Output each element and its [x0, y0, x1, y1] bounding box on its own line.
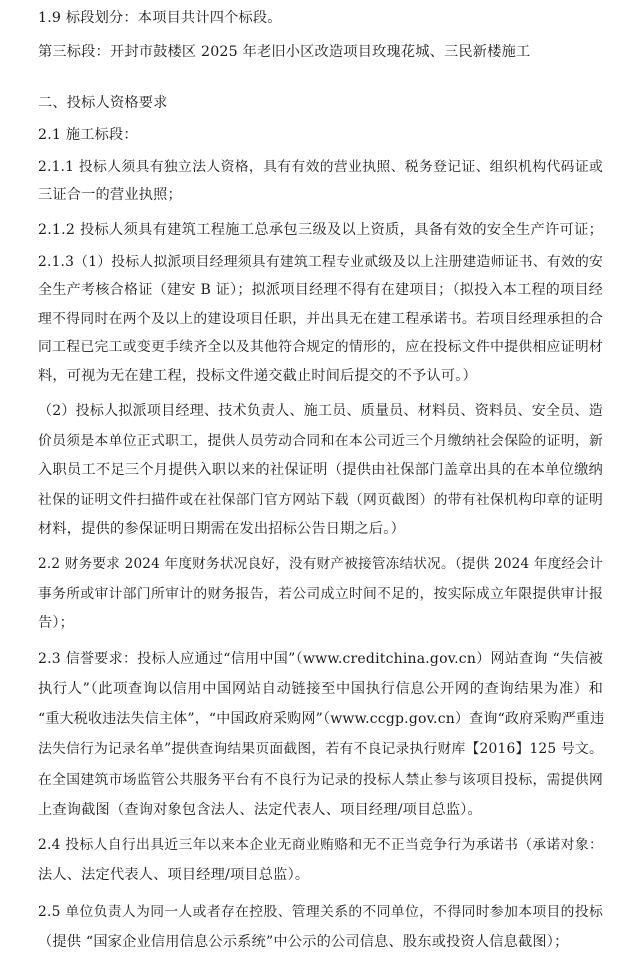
text-line-19: 事务所或审计部门所审计的财务报告，若公司成立时间不足的，按实际成立年限提供审计报: [38, 586, 603, 602]
text-line-02: 第三标段：开封市鼓楼区 2025 年老旧小区改造项目玫瑰花城、三民新楼施工: [38, 44, 531, 60]
text-line-27: 2.4 投标人自行出具近三年以来本企业无商业贿赂和无不正当竞争行为承诺书（承诺对象：: [38, 837, 603, 853]
text-line-13: （2）投标人拟派项目经理、技术负责人、施工员、质量员、材料员、资料员、安全员、造: [38, 403, 603, 419]
text-line-25: 在全国建筑市场监管公共服务平台有不良行为记录的投标人禁止参与该项目投标，需提供网: [38, 772, 603, 788]
text-line-09: 全生产考核合格证（建安 B 证）；拟派项目经理不得有在建项目；（拟投入本工程的项目经: [38, 282, 603, 298]
text-line-14: 价员须是本单位正式职工，提供人员劳动合同和在本公司近三个月缴纳社会保险的证明，新: [38, 433, 603, 449]
text-line-20: 告）；: [38, 615, 75, 631]
text-line-12: 料，可视为无在建工程，投标文件递交截止时间后提交的不予认可。）: [38, 368, 477, 384]
text-line-26: 上查询截图（查询对象包含法人、法定代表人、项目经理/项目总监）。: [38, 802, 482, 818]
text-line-03: 二、投标人资格要求: [38, 95, 168, 111]
text-line-15: 入职员工不足三个月提供入职以来的社保证明（提供由社保部门盖章出具的在本单位缴纳: [38, 462, 603, 478]
text-line-18: 2.2 财务要求 2024 年度财务状况良好，没有财产被接管冻结状况。（提供 2024 年度经会计: [38, 556, 603, 572]
text-line-07: 2.1.2 投标人须具有建筑工程施工总承包三级及以上资质，具备有效的安全生产许可证；: [38, 222, 603, 238]
text-line-05: 2.1.1 投标人须具有独立法人资格，具有有效的营业执照、税务登记证、组织机构代码证或: [38, 159, 603, 175]
text-line-23: “重大税收违法失信主体”，“中国政府采购网”（www.ccgp.gov.cn）查询“政府采购严重违: [38, 711, 605, 727]
text-line-11: 同工程已完工或变更手续齐全以及其他符合规定的情形的，应在投标文件中提供相应证明材: [38, 339, 603, 355]
text-line-21: 2.3 信誉要求：投标人应通过“信用中国”（www.creditchina.gov.cn）网站查询 “失信被: [38, 651, 603, 667]
text-line-22: 执行人”（此项查询以信用中国网站自动链接至中国执行信息公开网的查询结果为准）和: [38, 681, 603, 697]
text-line-10: 理不得同时在两个及以上的建设项目任职，并出具无在建工程承诺书。若项目经理承担的合: [38, 311, 603, 327]
text-line-06: 三证合一的营业执照；: [38, 187, 182, 203]
text-line-24: 法失信行为记录名单”提供查询结果页面截图，若有不良记录执行财库【2016】125 号文。: [38, 741, 603, 757]
text-line-08: 2.1.3（1）投标人拟派项目经理须具有建筑工程专业贰级及以上注册建造师证书、有效的安: [38, 254, 603, 270]
text-line-29: 2.5 单位负责人为同一人或者存在控股、管理关系的不同单位，不得同时参加本项目的投标: [38, 904, 603, 920]
text-line-30: （提供 “国家企业信用信息公示系统”中公示的公司信息、股东或投资人信息截图）；: [38, 934, 569, 950]
text-line-28: 法人、法定代表人、项目经理/项目总监）。: [38, 867, 310, 883]
text-line-01: 1.9 标段划分：本项目共计四个标段。: [38, 10, 282, 26]
text-line-16: 社保的证明文件扫描件或在社保部门官方网站下载（网页截图）的带有社保机构印章的证明: [38, 492, 603, 508]
text-line-04: 2.1 施工标段：: [38, 127, 138, 143]
text-line-17: 材料，提供的参保证明日期需在发出招标公告日期之后。）: [38, 521, 405, 537]
